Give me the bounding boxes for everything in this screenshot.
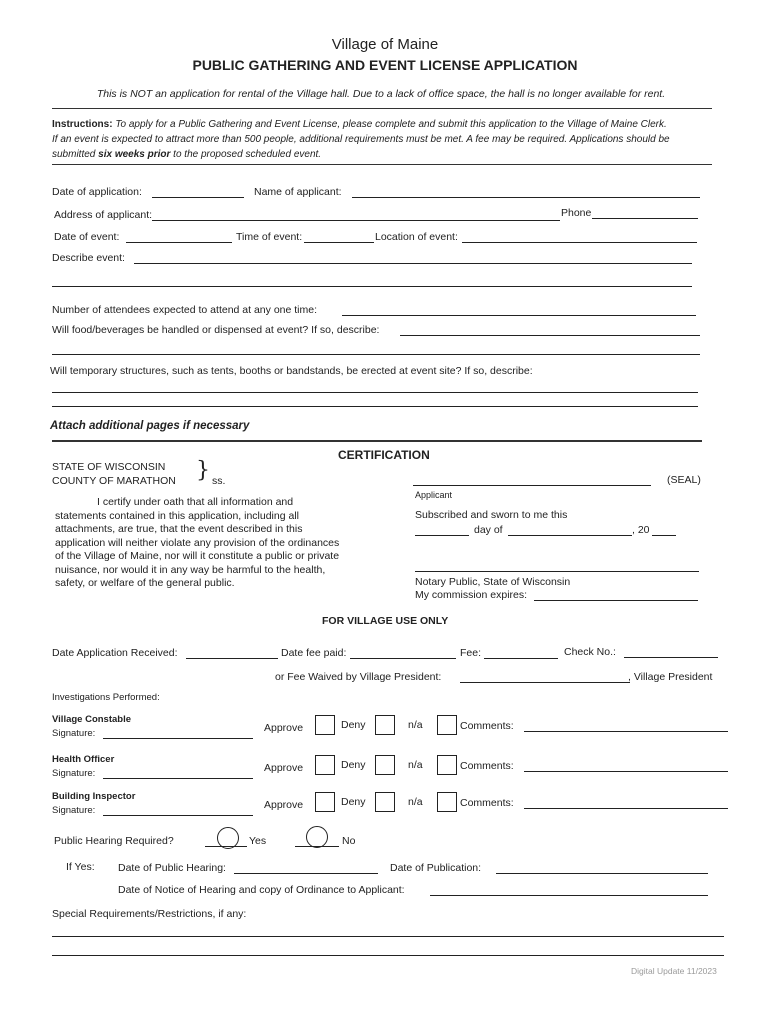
year-label: , 20 bbox=[632, 524, 650, 536]
comments-label: Comments: bbox=[460, 797, 514, 809]
approve-checkbox[interactable] bbox=[315, 792, 335, 812]
rental-notice: This is NOT an application for rental of the Village hall. Due to a lack of office space, the hall is no longer available for rent. bbox=[96, 88, 666, 100]
na-checkbox[interactable] bbox=[437, 755, 457, 775]
state-label: STATE OF WISCONSIN bbox=[52, 461, 166, 473]
deny-checkbox[interactable] bbox=[375, 792, 395, 812]
county-label: COUNTY OF MARATHON bbox=[52, 475, 176, 487]
deny-label: Deny bbox=[341, 759, 366, 771]
date-publication-field[interactable] bbox=[496, 873, 708, 874]
commission-label: My commission expires: bbox=[415, 589, 528, 601]
instructions-text-end: to the proposed scheduled event. bbox=[170, 149, 322, 160]
attendees-label: Number of attendees expected to attend at any one time: bbox=[52, 304, 318, 316]
describe-event-field[interactable] bbox=[134, 263, 692, 264]
address-field[interactable] bbox=[152, 220, 560, 221]
na-checkbox[interactable] bbox=[437, 715, 457, 735]
check-no-label: Check No.: bbox=[564, 646, 616, 658]
investigations-label: Investigations Performed: bbox=[52, 692, 160, 703]
instructions-rule bbox=[52, 164, 712, 165]
subscribed-day-field[interactable] bbox=[415, 535, 469, 536]
na-label: n/a bbox=[408, 796, 423, 808]
date-publication-label: Date of Publication: bbox=[390, 862, 482, 874]
structures-line-1[interactable] bbox=[52, 392, 698, 393]
day-of-label: day of bbox=[474, 524, 503, 536]
address-label: Address of applicant: bbox=[54, 209, 153, 221]
instructions-text: To apply for a Public Gathering and Event License, please complete and submit this application to the Village of Maine Clerk. If an event is expected to attract more than 500 people, additional requirements must be met. A fee may be required. Applications should be submitted bbox=[52, 119, 670, 160]
approve-checkbox[interactable] bbox=[315, 715, 335, 735]
instructions-label: Instructions: bbox=[52, 119, 113, 130]
reviewer-title: Health Officer bbox=[52, 754, 115, 765]
deny-label: Deny bbox=[341, 796, 366, 808]
fee-field[interactable] bbox=[484, 658, 558, 659]
reviewer-title: Village Constable bbox=[52, 714, 132, 725]
na-label: n/a bbox=[408, 719, 423, 731]
comments-label: Comments: bbox=[460, 720, 514, 732]
comments-field[interactable] bbox=[524, 771, 728, 772]
date-received-label: Date Application Received: bbox=[52, 647, 178, 659]
hearing-yes-label: Yes bbox=[249, 835, 267, 847]
brace-icon: } bbox=[196, 458, 210, 483]
phone-label: Phone bbox=[561, 207, 592, 219]
hearing-no-radio[interactable] bbox=[306, 826, 328, 848]
date-hearing-field[interactable] bbox=[234, 873, 378, 874]
describe-event-line-2[interactable] bbox=[52, 286, 692, 287]
name-of-applicant-field[interactable] bbox=[352, 197, 700, 198]
digital-update-note: Digital Update 11/2023 bbox=[631, 966, 717, 976]
hearing-yes-radio[interactable] bbox=[217, 827, 239, 849]
time-of-event-field[interactable] bbox=[304, 242, 374, 243]
oath-statement: I certify under oath that all information and statements contained in this application, including all attachments, are true, that the event described in this application will neither violate any provision of the ordinances of the Village of Maine, nor will it constitute a public or private nuisance, nor would it in any way be harmful to the health, safety, or welfare of the general public. bbox=[55, 496, 340, 589]
fee-waived-field[interactable] bbox=[460, 682, 630, 683]
na-label: n/a bbox=[408, 759, 423, 771]
instructions bbox=[52, 117, 672, 162]
comments-field[interactable] bbox=[524, 731, 728, 732]
time-of-event-label: Time of event: bbox=[236, 231, 303, 243]
date-of-application-field[interactable] bbox=[152, 197, 244, 198]
reviewer-signature-field[interactable] bbox=[103, 778, 253, 779]
subscribed-label: Subscribed and sworn to me this bbox=[415, 509, 568, 521]
food-label: Will food/beverages be handled or dispensed at event? If so, describe: bbox=[52, 324, 380, 336]
hearing-no-label: No bbox=[342, 835, 356, 847]
approve-label: Approve bbox=[264, 799, 304, 811]
date-received-field[interactable] bbox=[186, 658, 278, 659]
date-of-event-label: Date of event: bbox=[54, 231, 120, 243]
reviewer-title: Building Inspector bbox=[52, 791, 136, 802]
notary-signature-field[interactable] bbox=[415, 571, 699, 572]
comments-label: Comments: bbox=[460, 760, 514, 772]
applicant-label: Applicant bbox=[415, 490, 453, 500]
reviewer-signature-field[interactable] bbox=[103, 815, 253, 816]
hearing-required-label: Public Hearing Required? bbox=[54, 835, 174, 847]
approve-label: Approve bbox=[264, 762, 304, 774]
reviewer-signature-label: Signature: bbox=[52, 768, 96, 779]
applicant-signature-field[interactable] bbox=[413, 485, 651, 486]
date-fee-paid-label: Date fee paid: bbox=[281, 647, 347, 659]
date-of-event-field[interactable] bbox=[126, 242, 232, 243]
certification-heading: CERTIFICATION bbox=[338, 448, 430, 462]
deny-checkbox[interactable] bbox=[375, 715, 395, 735]
form-title: PUBLIC GATHERING AND EVENT LICENSE APPLICATION bbox=[192, 57, 578, 73]
village-president-label: , Village President bbox=[628, 671, 713, 683]
check-no-field[interactable] bbox=[624, 657, 718, 658]
name-of-applicant-label: Name of applicant: bbox=[254, 186, 342, 198]
structures-line-2[interactable] bbox=[52, 406, 698, 407]
attach-rule bbox=[52, 440, 702, 442]
date-notice-label: Date of Notice of Hearing and copy of Ordinance to Applicant: bbox=[118, 884, 405, 896]
special-requirements-line-1[interactable] bbox=[52, 936, 724, 937]
date-fee-paid-field[interactable] bbox=[350, 658, 456, 659]
phone-field[interactable] bbox=[592, 218, 698, 219]
describe-event-label: Describe event: bbox=[52, 252, 125, 264]
comments-field[interactable] bbox=[524, 808, 728, 809]
fee-label: Fee: bbox=[460, 647, 482, 659]
header-rule bbox=[52, 108, 712, 109]
location-field[interactable] bbox=[462, 242, 697, 243]
na-checkbox[interactable] bbox=[437, 792, 457, 812]
fee-waived-label: or Fee Waived by Village President: bbox=[275, 671, 442, 683]
attach-pages-note: Attach additional pages if necessary bbox=[50, 420, 250, 432]
deny-label: Deny bbox=[341, 719, 366, 731]
subscribed-month-field[interactable] bbox=[508, 535, 632, 536]
food-field[interactable] bbox=[400, 335, 700, 336]
commission-field[interactable] bbox=[534, 600, 698, 601]
if-yes-label: If Yes: bbox=[66, 861, 95, 873]
reviewer-signature-field[interactable] bbox=[103, 738, 253, 739]
approve-checkbox[interactable] bbox=[315, 755, 335, 775]
attendees-field[interactable] bbox=[342, 315, 696, 316]
food-line-2[interactable] bbox=[52, 354, 700, 355]
reviewer-signature-label: Signature: bbox=[52, 805, 96, 816]
date-hearing-label: Date of Public Hearing: bbox=[118, 862, 226, 874]
village-use-heading: FOR VILLAGE USE ONLY bbox=[322, 615, 449, 627]
date-notice-field[interactable] bbox=[430, 895, 708, 896]
subscribed-year-field[interactable] bbox=[652, 535, 676, 536]
special-requirements-label: Special Requirements/Restrictions, if any: bbox=[52, 908, 247, 920]
special-requirements-line-2[interactable] bbox=[52, 955, 724, 956]
notary-label: Notary Public, State of Wisconsin bbox=[415, 576, 571, 588]
deny-checkbox[interactable] bbox=[375, 755, 395, 775]
seal-label: (SEAL) bbox=[667, 474, 701, 486]
ss-label: ss. bbox=[212, 475, 226, 487]
approve-label: Approve bbox=[264, 722, 304, 734]
structures-label: Will temporary structures, such as tents, booths or bandstands, be erected at event site? If so, describe: bbox=[50, 365, 533, 377]
date-of-application-label: Date of application: bbox=[52, 186, 142, 198]
reviewer-signature-label: Signature: bbox=[52, 728, 96, 739]
instructions-deadline: six weeks prior bbox=[98, 149, 171, 160]
village-name: Village of Maine bbox=[331, 36, 439, 53]
location-label: Location of event: bbox=[375, 231, 458, 243]
